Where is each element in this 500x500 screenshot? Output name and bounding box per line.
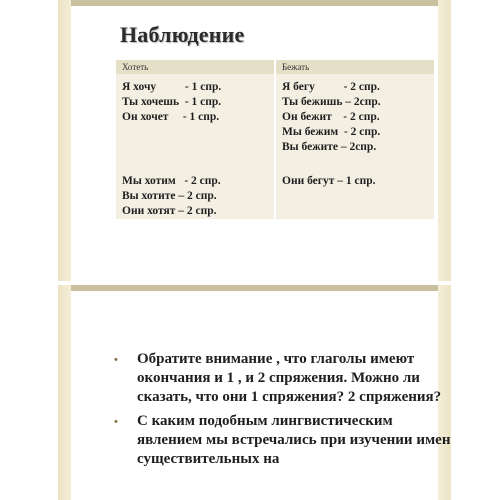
list-item <box>114 412 454 469</box>
verb-form: Я хочу - 1 спр. <box>122 81 222 93</box>
slide-left-band <box>58 0 71 281</box>
column-header-bezhat: Бежать <box>275 60 434 74</box>
slide-title: Наблюдение <box>120 22 245 47</box>
conjugation-table <box>116 60 434 219</box>
verb-form: Он хочет - 1 спр. <box>122 111 220 123</box>
question-list <box>114 350 454 474</box>
slide-top-bar <box>58 285 451 291</box>
bullet-text: Обратите внимание , что глаголы имеют окончания и 1 , и 2 спряжения. Можно ли сказать, что они 1 спряжения? 2 спряжения? <box>137 351 442 405</box>
verb-form: Они хотят – 2 спр. <box>122 205 217 217</box>
verb-form: Он бежит - 2 спр. <box>282 111 380 123</box>
verb-form: Ты бежишь – 2спр. <box>282 96 381 108</box>
slide-left-band <box>58 285 71 500</box>
verb-form: Я бегу - 2 спр. <box>282 81 380 93</box>
bullet-text: С каким подобным лингвистическим явлением мы встречались при изучении имен существительных на <box>137 413 451 467</box>
column-khotet <box>116 74 275 219</box>
list-item <box>114 350 454 407</box>
verb-form: Ты хочешь - 1 спр. <box>122 96 222 108</box>
verb-form: Мы бежим - 2 спр. <box>282 126 381 138</box>
column-bezhat <box>275 74 434 219</box>
slide-top-bar <box>58 0 451 6</box>
bullet-icon: • <box>114 416 118 428</box>
slide-right-band <box>438 0 451 281</box>
bullet-icon: • <box>114 354 118 366</box>
column-header-khotet: Хотеть <box>116 60 275 74</box>
verb-form: Вы хотите – 2 спр. <box>122 190 217 202</box>
verb-form: Вы бежите – 2спр. <box>282 141 377 153</box>
verb-form: Мы хотим - 2 спр. <box>122 175 221 187</box>
verb-form: Они бегут – 1 спр. <box>282 175 376 187</box>
